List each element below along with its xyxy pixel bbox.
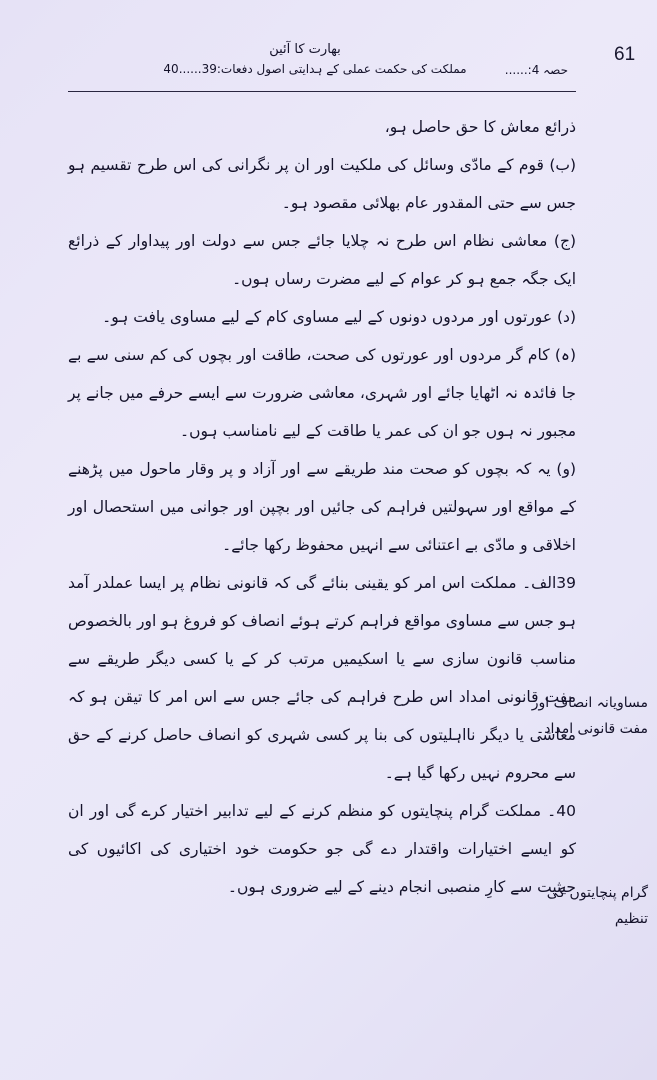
clause-c: (ج) معاشی نظام اس طرح نہ چلایا جائے جس سے دولت اور پیداوار کے ذرائع ایک جگہ جمع ہو کر عوام کے لیے مضرت رساں ہوں۔ <box>68 232 576 288</box>
body-text <box>68 108 576 906</box>
margin-note-gram-panchayats: گرام پنچایتوں کی تنظیم <box>546 885 648 927</box>
margin-note-equal-justice: مساویانہ انصاف اور مفت قانونی امداد۔ <box>531 695 648 737</box>
clause-b: (ب) قوم کے مادّی وسائل کی ملکیت اور ان پر نگرانی کی اس طرح تقسیم ہو جس سے حتی المقدور عام بھلائی مقصود ہو۔ <box>68 156 576 212</box>
part-label: حصہ 4:...... <box>504 63 568 77</box>
article-39a: 39الف۔ مملکت اس امر کو یقینی بنائے گی کہ قانونی نظام پر ایسا عملدر آمد ہو جس سے مساوی مواقع فراہم کرتے ہوئے انصاف کو فروغ ہو اور بالخصوص مناسب قانون سازی سے یا اسکیمیں مرتب کر کے یا کسی دیگر طریقے سے مفت قانونی امداد اس طرح فراہم کی جائے جس سے اس امر کا تیقن ہو کہ معاشی یا دیگر نااہلیتوں کی بنا پر کسی شہری کو انصاف حاصل کرنے کے حق سے محروم نہیں رکھا گیا ہے۔ <box>68 574 576 782</box>
clause-d: (د) عورتوں اور مردوں دونوں کے لیے مساوی کام کے لیے مساوی یافت ہو۔ <box>102 308 576 326</box>
clause-f: (و) یہ کہ بچوں کو صحت مند طریقے سے اور آزاد و پر وقار ماحول میں پڑھنے کے مواقع اور سہولتیں فراہم کی جائیں اور بچپن اور جوانی میں استحصال اور اخلاقی و مادّی بے اعتنائی سے انہیں محفوظ رکھا جائے۔ <box>68 460 576 554</box>
chapter-heading: مملکت کی حکمت عملی کے ہدایتی اصول دفعات:39......40 <box>163 62 467 76</box>
header-divider <box>68 91 576 92</box>
article-40: 40۔ مملکت گرام پنچایتوں کو منظم کرنے کے لیے تدابیر اختیار کرے گی اور ان کو ایسے اختیارات واقتدار دے گی جو حکومت خود اختیاری کی اکائیوں کی حیثیت سے کارِ منصبی انجام دینے کے لیے ضروری ہوں۔ <box>68 802 576 896</box>
page-number: 61 <box>614 44 636 65</box>
paragraph-continuation: ذرائع معاش کا حق حاصل ہو، <box>384 118 576 136</box>
book-title: بھارت کا آئین <box>269 42 341 57</box>
clause-e: (ہ) کام گر مردوں اور عورتوں کی صحت، طاقت اور بچوں کی کم سنی سے بے جا فائدہ نہ اٹھایا جائے اور شہری، معاشی ضرورت سے ایسے حرفے میں جانے پر مجبور نہ ہوں جو ان کی عمر یا طاقت کے لیے نامناسب ہوں۔ <box>68 346 576 440</box>
